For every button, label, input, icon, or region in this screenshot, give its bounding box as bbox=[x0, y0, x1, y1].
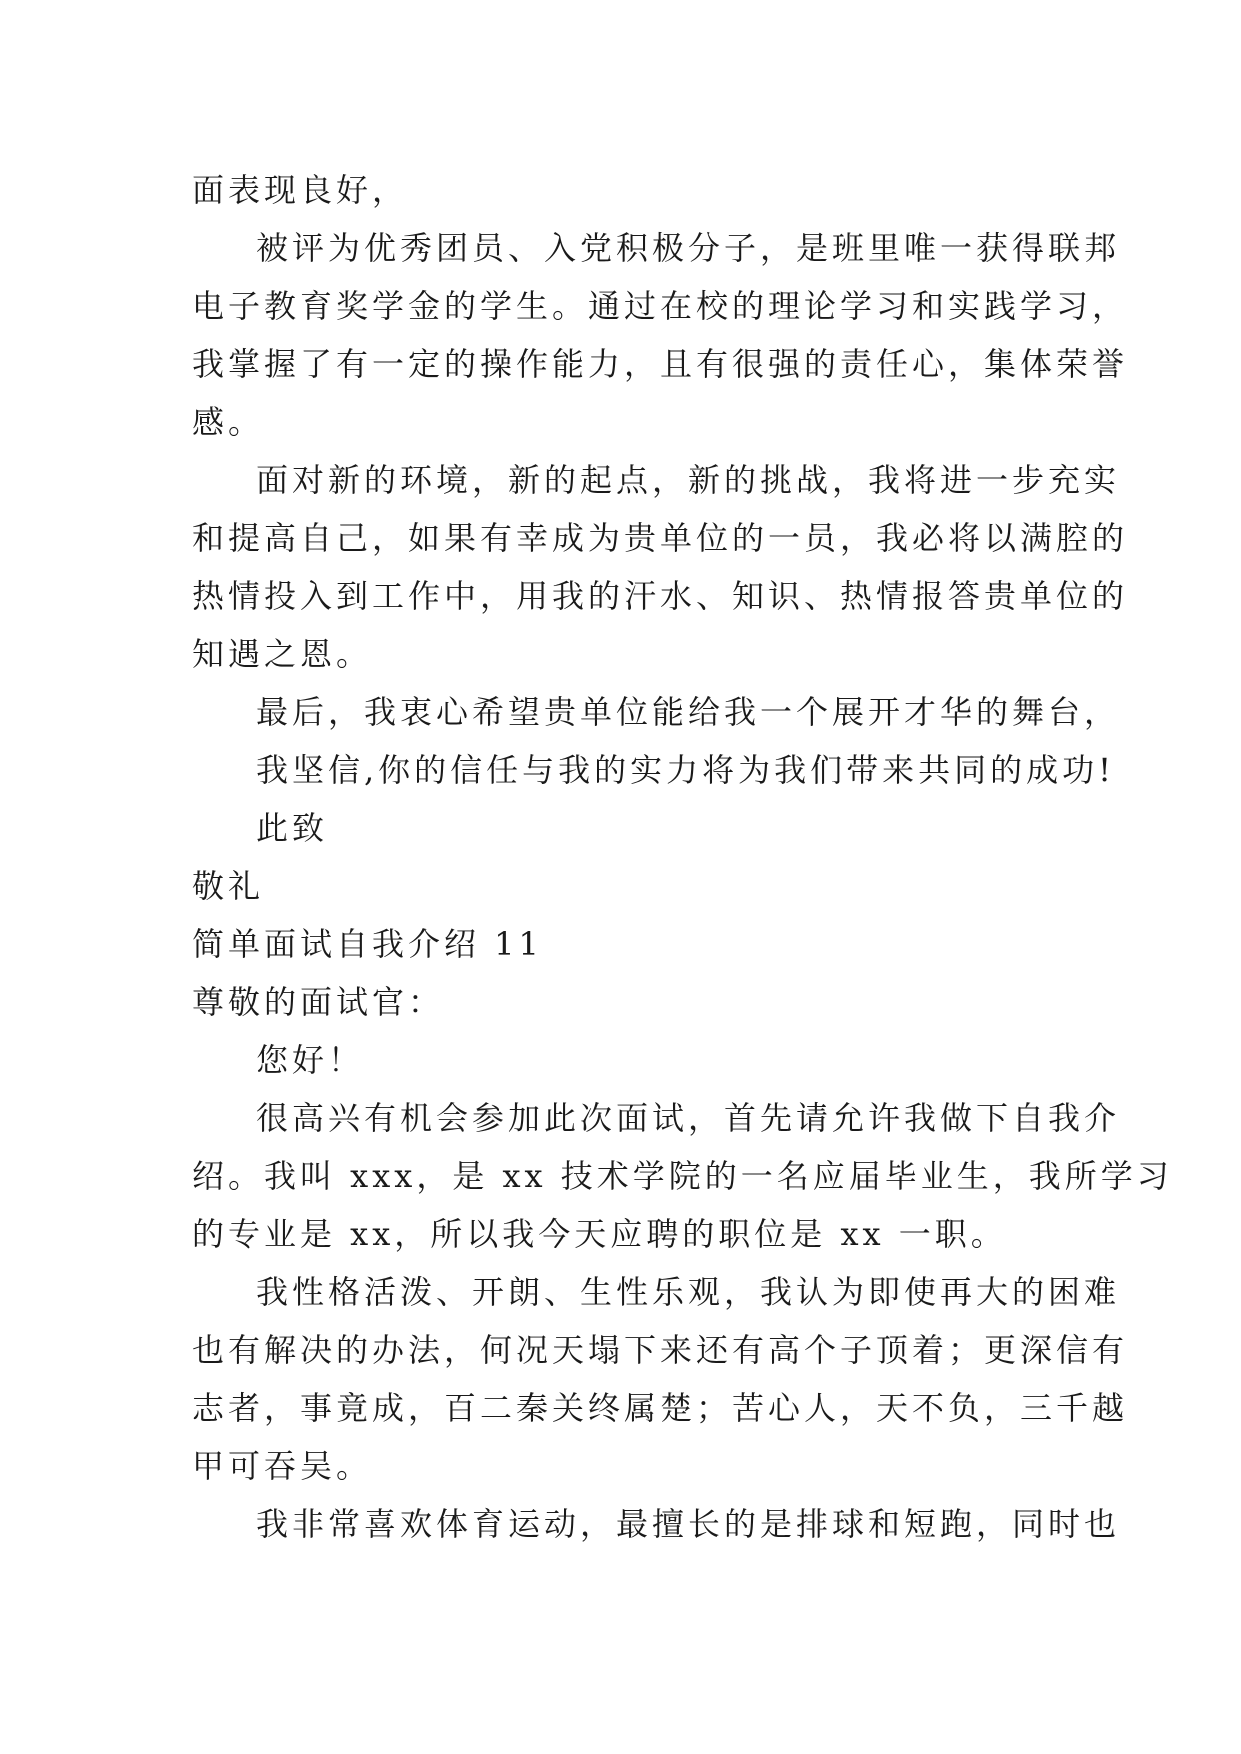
salutation: 尊敬的面试官： bbox=[192, 983, 445, 1021]
text-line: 甲可吞吴。 bbox=[192, 1447, 373, 1485]
text-line: 电子教育奖学金的学生。通过在校的理论学习和实践学习， bbox=[192, 287, 1129, 325]
text-line: 也有解决的办法，何况天塌下来还有高个子顶着；更深信有 bbox=[192, 1331, 1129, 1369]
text-line: 的专业是 xx，所以我今天应聘的职位是 xx 一职。 bbox=[192, 1215, 1007, 1253]
text-line: 被评为优秀团员、入党积极分子，是班里唯一获得联邦 bbox=[256, 229, 1121, 267]
text-line: 面对新的环境，新的起点，新的挑战，我将进一步充实 bbox=[256, 461, 1121, 499]
text-line: 我坚信,你的信任与我的实力将为我们带来共同的成功! bbox=[256, 751, 1116, 789]
text-line: 最后，我衷心希望贵单位能给我一个展开才华的舞台， bbox=[256, 693, 1121, 731]
text-line: 我掌握了有一定的操作能力，且有很强的责任心，集体荣誉 bbox=[192, 345, 1129, 383]
closing-line: 此致 bbox=[256, 809, 329, 847]
section-title: 简单面试自我介绍 11 bbox=[192, 925, 543, 963]
closing-salutation: 敬礼 bbox=[192, 867, 265, 905]
greeting: 您好！ bbox=[256, 1041, 365, 1079]
text-line: 我性格活泼、开朗、生性乐观，我认为即使再大的困难 bbox=[256, 1273, 1121, 1311]
text-line: 热情投入到工作中，用我的汗水、知识、热情报答贵单位的 bbox=[192, 577, 1129, 615]
text-line: 志者，事竟成，百二秦关终属楚；苦心人，天不负，三千越 bbox=[192, 1389, 1129, 1427]
text-line: 很高兴有机会参加此次面试，首先请允许我做下自我介 bbox=[256, 1099, 1121, 1137]
text-line: 知遇之恩。 bbox=[192, 635, 373, 673]
text-line: 面表现良好， bbox=[192, 171, 409, 209]
text-line: 绍。我叫 xxx，是 xx 技术学院的一名应届毕业生，我所学习 bbox=[192, 1157, 1173, 1195]
text-line: 和提高自己，如果有幸成为贵单位的一员，我必将以满腔的 bbox=[192, 519, 1129, 557]
text-line: 感。 bbox=[192, 403, 265, 441]
text-line: 我非常喜欢体育运动，最擅长的是排球和短跑，同时也 bbox=[256, 1505, 1121, 1543]
